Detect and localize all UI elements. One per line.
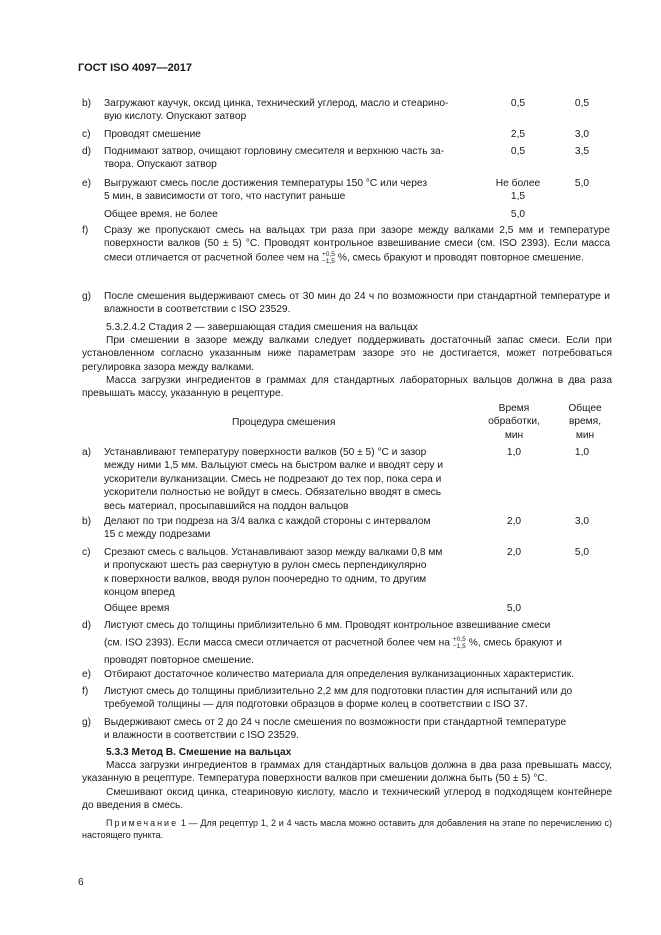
item-text: Сразу же пропускают смесь на вальцах три раза при зазоре между валками 2,5 мм и температуре поверхности валков (50 ± 5) °C. Проводят контрольное взвешивание смеси (см. ISO 2393). Если масса смеси отличается от расчетной более чем на xyxy=(104,225,610,264)
item-text: вую кислоту. Опускают затвор xyxy=(104,111,247,123)
total-time: 3,0 xyxy=(574,516,590,527)
item-letter: a) xyxy=(82,447,92,458)
item-letter: d) xyxy=(82,146,92,157)
item-letter: d) xyxy=(82,620,92,631)
processing-time: Не более xyxy=(495,178,541,189)
paragraph: Масса загрузки ингредиентов в граммах для стандартных лабораторных вальцов должна в два раза превышать массу, указанную в рецептуре. xyxy=(82,375,612,400)
item-letter: b) xyxy=(82,516,92,527)
item-letter: e) xyxy=(82,669,92,680)
total-label: Общее время. не более xyxy=(104,209,218,220)
document-page: ГОСТ ISO 4097—2017 b) Загружают каучук, оксид цинка, технический углерод, масло и стеарино- вую кислоту. Опускают затвор 0,5 0,5 c) Проводят смешение 2,5 3,0 d) Поднимают затвор, очищают горловину смесителя и верхнюю часть за- твора. Опускают затвор 0,5 3,5 e) Выгружают смесь после достижения температуры 150 °C или через 5 мин, в зависимости от того, что наступит раньше Не более 1,5 5,0 Общее время. не более 5,0 f) Сразу же пропускают смесь на вальцах три раза при зазоре между валками 2,5 мм и температуре поверхности валков (50 ± 5) °C. Проводят контрольное взвешивание смеси (см. ISO 2393). Если масса смеси отличается от расчетной более чем на +0,5 −1,5 %, смесь бракуют и проводят повторное смешение. g) После смешения выдерживают смесь от 30 мин до 24 ч по возможности при стандартной температуре и влажности в соответствии с ISO 23529. 5.3.2.4.2 Стадия 2 — завершающая стадия смешения на вальцах При смешении в зазоре между валками следует поддерживать достаточный запас смеси. Если при установленном согласно указанным ниже параметрам зазоре это не достигается, может потребоваться регулировка зазора между валками. Масса загрузки ингредиентов в граммах для стандартных лабораторных вальцов должна в два раза превышать массу, указанную в рецептуре. Процедура смешения Время обработки, мин Общее время, мин a) Устанавливают температуру поверхности валков (50 ± 5) °C и зазор между ними 1,5 мм. Вальцуют смесь на быстром валке и вводят серу и ускорители вулканизации. Смесь не подрезают до тех пор, пока сера и ускорители полностью не войдут в смесь. Обязательно вводят в смесь весь материал, просыпавшийся на поддон вальцов 1,0 1,0 b) Делают по три подреза на 3/4 валка с каждой стороны с интервалом 15 с между подрезами 2,0 3,0 c) Срезают смесь с вальцов. Устанавливают зазор между валками 0,8 мм и пропускают шесть раз свернутую в рулон смесь перпендикулярно к поверхности валков, вводя рулон поочередно то одним, то другим концом вперед 2,0 5,0 Общее время 5,0 d) Листуют смесь до толщины приблизительно 6 мм. Проводят контрольное взвешивание смеси (см. ISO 2393). Если масса смеси отличается от расчетной более чем на +0,5 −1,5 %, смесь бракуют и проводят повторное смешение. e) Отбирают достаточное количество материала для определения вулканизационных характеристик. f) Листуют смесь до толщины приблизительно 2,2 мм для подготовки пластин для испытаний или до требуемой толщины — для подготовки образцов в форме колец в соответствии с ISO 37. g) Выдерживают смесь от 2 до 24 ч после смешения по возможности при стандартной температуре и влажности в соответствии с ISO 23529. 5.3.3 Метод В. Смешение на вальцах Масса загрузки ингредиентов в граммах для стандартных вальцов должна в два раза превышать массу, указанную в рецептуре. Температура поверхности валков при смешении должна быть (50 ± 5) °C. Смешивают оксид цинка, стеариновую кислоту, масло и технический углерод в подходящем контейнере до введения в смесь. Примечание 1 — Для рецептур 1, 2 и 4 часть масла можно оставить для добавления на этапе по перечислению с) настоящего пункта. 6 xyxy=(0,0,661,935)
tolerance-fraction: +0,5 −1,5 xyxy=(452,636,466,651)
item-text: твора. Опускают затвор xyxy=(104,159,217,171)
total-time: 1,0 xyxy=(574,447,590,458)
note-label: Примечание xyxy=(106,818,179,828)
item-letter: f) xyxy=(82,225,89,236)
item-letter: g) xyxy=(82,291,92,302)
item-text: 5 мин, в зависимости от того, что наступит раньше xyxy=(104,191,346,203)
paragraph: При смешении в зазоре между валками следует поддерживать достаточный запас смеси. Если при установленном согласно указанным ниже параметрам зазоре это не достигается, может потребоваться регулировка зазора между валками. xyxy=(82,335,612,373)
total-time: 5,0 xyxy=(574,547,590,558)
processing-time: 2,0 xyxy=(506,547,522,558)
item-text: Выгружают смесь после достижения температуры 150 °C или через xyxy=(104,178,427,189)
document-header: ГОСТ ISO 4097—2017 xyxy=(78,62,193,74)
processing-time: 2,5 xyxy=(510,129,526,140)
item-letter: b) xyxy=(82,98,92,109)
total-time: 0,5 xyxy=(574,98,590,109)
item-text: После смешения выдерживают смесь от 30 мин до 24 ч по возможности при стандартной температуре и влажности в соответствии с ISO 23529. xyxy=(104,291,610,316)
total-time: 3,0 xyxy=(574,129,590,140)
item-letter: g) xyxy=(82,717,92,728)
paragraph: Масса загрузки ингредиентов в граммах для стандартных вальцов должна в два раза превышать массу, указанную в рецептуре. Температура поверхности валков при смешении должна быть (50 ± 5) °C. xyxy=(82,760,612,785)
item-letter: f) xyxy=(82,686,89,697)
processing-time: 2,0 xyxy=(506,516,522,527)
processing-time: 1,5 xyxy=(510,191,526,203)
tolerance-fraction: +0,5 −1,5 xyxy=(322,250,335,265)
processing-time: 0,5 xyxy=(510,146,526,157)
processing-time: 1,0 xyxy=(506,447,522,458)
paragraph: Смешивают оксид цинка, стеариновую кислоту, масло и технический углерод в подходящем контейнере до введения в смесь. xyxy=(82,787,612,812)
item-text: Проводят смешение xyxy=(104,129,201,140)
item-text: %, смесь бракуют и проводят повторное смешение. xyxy=(337,252,584,264)
item-letter: e) xyxy=(82,178,92,189)
note xyxy=(82,817,612,841)
column-header-total: Общее время, мин xyxy=(568,403,602,441)
total-value: 5,0 xyxy=(506,603,522,614)
column-header-time: Время обработки, мин xyxy=(488,403,540,441)
page-number: 6 xyxy=(78,877,84,888)
total-label: Общее время xyxy=(104,603,170,614)
item-text: Загружают каучук, оксид цинка, технический углерод, масло и стеарино- xyxy=(104,98,449,109)
processing-time: 0,5 xyxy=(510,98,526,109)
total-value: 5,0 xyxy=(510,209,526,220)
note-text: 1 — Для рецептур 1, 2 и 4 часть масла можно оставить для добавления на этапе по перечислению с) настоящего пункта. xyxy=(82,818,612,840)
total-time: 3,5 xyxy=(574,146,590,157)
total-time: 5,0 xyxy=(574,178,590,189)
item-text: Поднимают затвор, очищают горловину смесителя и верхнюю часть за- xyxy=(104,146,445,157)
column-header-procedure: Процедура смешения xyxy=(232,417,336,428)
section-heading: 5.3.2.4.2 Стадия 2 — завершающая стадия смешения на вальцах xyxy=(106,322,418,333)
item-letter: c) xyxy=(82,129,91,140)
item-letter: c) xyxy=(82,547,91,558)
section-heading: 5.3.3 Метод В. Смешение на вальцах xyxy=(106,747,292,758)
